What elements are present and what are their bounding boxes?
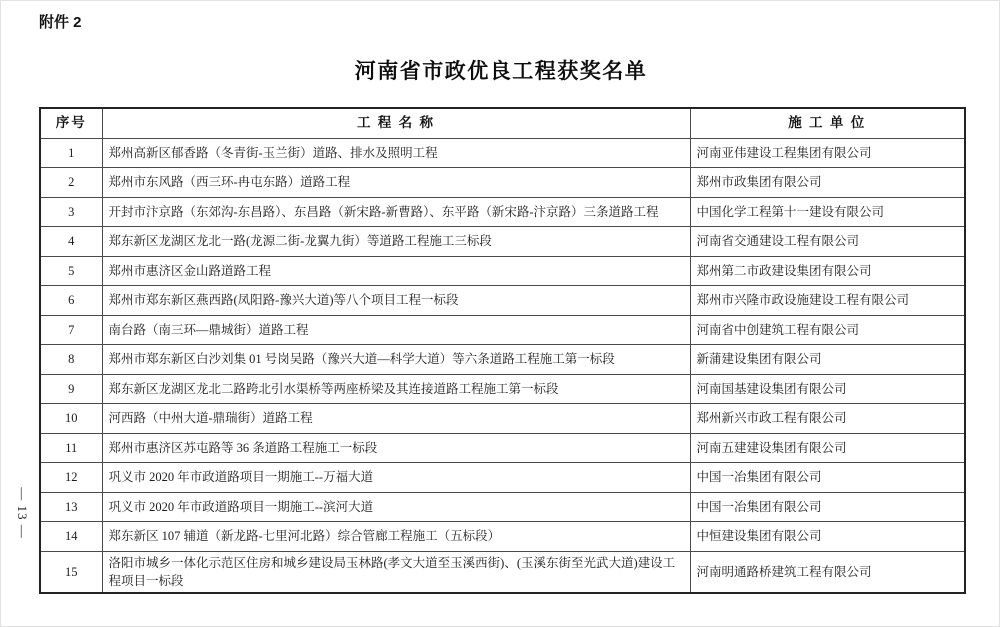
table-row [40,433,965,463]
project-name-cell: 郑东新区 107 辅道（新龙路-七里河北路）综合管廊工程施工（五标段） [102,522,690,552]
table-row [40,463,965,493]
row-number-cell: 4 [40,227,102,257]
row-number-cell: 7 [40,315,102,345]
row-number-cell: 14 [40,522,102,552]
row-number-cell: 6 [40,286,102,316]
project-name-cell: 郑东新区龙湖区龙北一路(龙源二街-龙翼九街）等道路工程施工三标段 [102,227,690,257]
row-number-cell: 8 [40,345,102,375]
row-number-cell: 3 [40,197,102,227]
construction-unit-cell: 河南省交通建设工程有限公司 [690,227,965,257]
table-row [40,374,965,404]
construction-unit-cell: 河南国基建设集团有限公司 [690,374,965,404]
project-name-cell: 郑州市郑东新区白沙刘集 01 号岗吴路（豫兴大道—科学大道）等六条道路工程施工第一标段 [102,345,690,375]
row-number-cell: 9 [40,374,102,404]
project-name-cell: 郑东新区龙湖区龙北二路跨北引水渠桥等两座桥梁及其连接道路工程施工第一标段 [102,374,690,404]
project-name-cell: 郑州市郑东新区燕西路(凤阳路-豫兴大道)等八个项目工程一标段 [102,286,690,316]
table-row [40,404,965,434]
construction-unit-cell: 中国化学工程第十一建设有限公司 [690,197,965,227]
project-name-cell: 巩义市 2020 年市政道路项目一期施工--万福大道 [102,463,690,493]
construction-unit-cell: 河南亚伟建设工程集团有限公司 [690,138,965,168]
construction-unit-cell: 郑州市兴隆市政设施建设工程有限公司 [690,286,965,316]
table-row [40,492,965,522]
header-cell-no: 序号 [40,108,102,138]
table-body [40,138,965,593]
page-title: 河南省市政优良工程获奖名单 [354,60,648,83]
table-row [40,286,965,316]
project-name-cell: 南台路（南三环—鼎城街）道路工程 [102,315,690,345]
row-number-cell: 15 [40,551,102,593]
construction-unit-cell: 河南五建建设集团有限公司 [690,433,965,463]
project-name-cell: 洛阳市城乡一体化示范区住房和城乡建设局玉林路(孝文大道至玉溪西街)、(玉溪东街至光武大道)建设工程项目一标段 [102,551,690,593]
page-number: — 13 — [15,487,30,539]
construction-unit-cell: 河南明通路桥建筑工程有限公司 [690,551,965,593]
table-header-row [40,108,965,138]
construction-unit-cell: 河南省中创建筑工程有限公司 [690,315,965,345]
table-row [40,522,965,552]
row-number-cell: 12 [40,463,102,493]
attachment-label: 附件 2 [39,14,82,31]
construction-unit-cell: 郑州市政集团有限公司 [690,168,965,198]
construction-unit-cell: 中国一冶集团有限公司 [690,463,965,493]
table-row [40,197,965,227]
construction-unit-cell: 中国一冶集团有限公司 [690,492,965,522]
project-name-cell: 郑州市惠济区苏屯路等 36 条道路工程施工一标段 [102,433,690,463]
project-name-cell: 郑州高新区郁香路（冬青街-玉兰街）道路、排水及照明工程 [102,138,690,168]
row-number-cell: 5 [40,256,102,286]
row-number-cell: 2 [40,168,102,198]
project-name-cell: 河西路（中州大道-鼎瑞街）道路工程 [102,404,690,434]
table-row [40,168,965,198]
row-number-cell: 1 [40,138,102,168]
construction-unit-cell: 新蒲建设集团有限公司 [690,345,965,375]
project-name-cell: 巩义市 2020 年市政道路项目一期施工--滨河大道 [102,492,690,522]
row-number-cell: 13 [40,492,102,522]
construction-unit-cell: 郑州第二市政建设集团有限公司 [690,256,965,286]
construction-unit-cell: 中恒建设集团有限公司 [690,522,965,552]
header-cell-unit: 施 工 单 位 [690,108,965,138]
construction-unit-cell: 郑州新兴市政工程有限公司 [690,404,965,434]
project-name-cell: 郑州市惠济区金山路道路工程 [102,256,690,286]
table-row [40,345,965,375]
row-number-cell: 11 [40,433,102,463]
table-row [40,138,965,168]
row-number-cell: 10 [40,404,102,434]
project-name-cell: 开封市汴京路（东郊沟-东昌路）、东昌路（新宋路-新曹路）、东平路（新宋路-汴京路）三条道路工程 [102,197,690,227]
project-name-cell: 郑州市东风路（西三环-冉屯东路）道路工程 [102,168,690,198]
header-cell-project: 工 程 名 称 [102,108,690,138]
table-row [40,256,965,286]
table-row [40,227,965,257]
table-row [40,315,965,345]
awards-table [39,107,966,594]
table-row [40,551,965,593]
